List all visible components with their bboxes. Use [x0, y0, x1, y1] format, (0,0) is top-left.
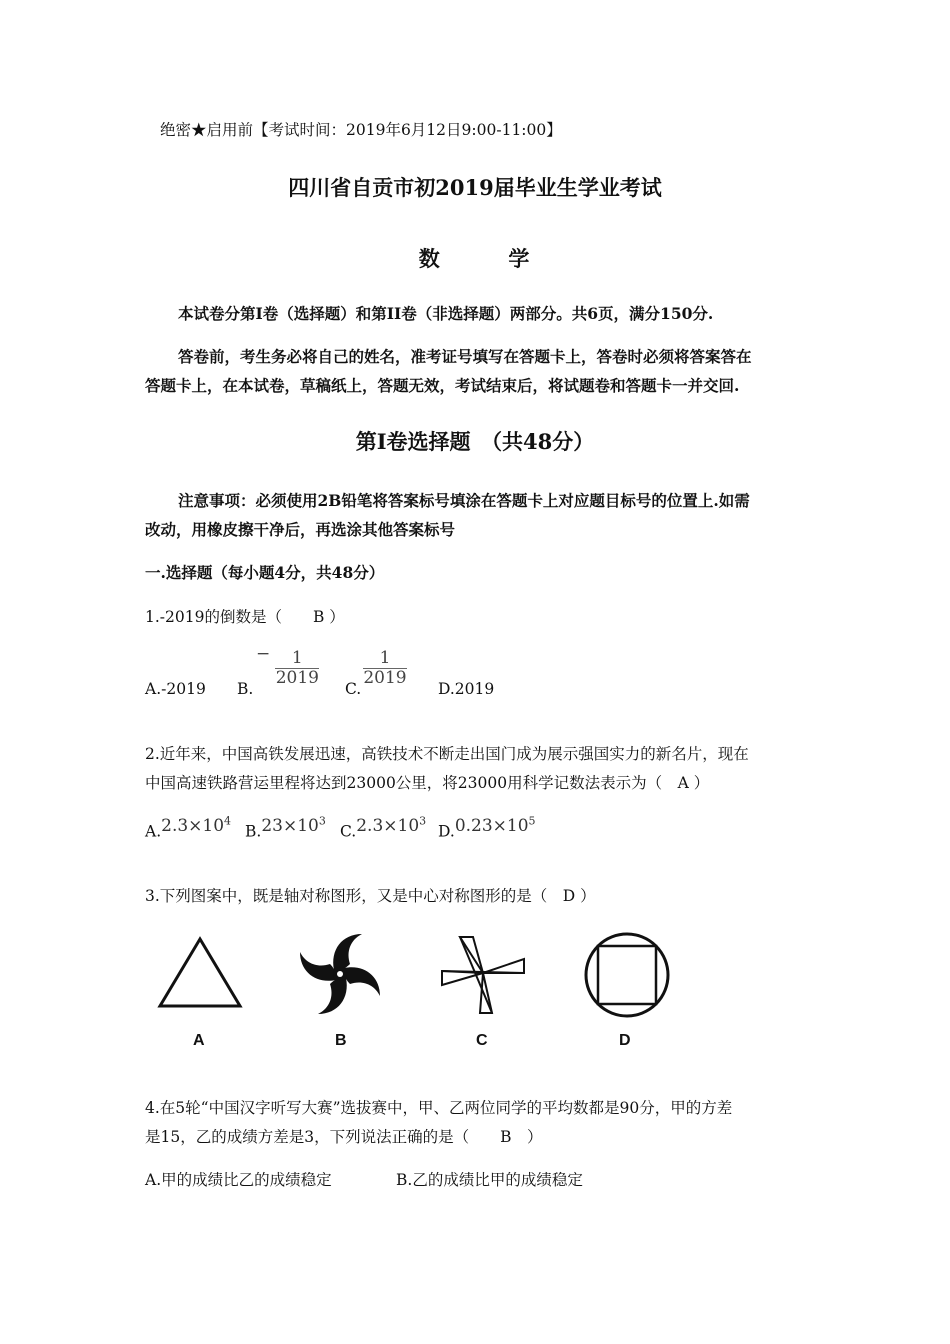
q2-option-b: [245, 814, 326, 842]
q3-figure-b-label: B: [335, 1032, 347, 1049]
confidential-header: 绝密★启用前【考试时间：2019年6月12日9:00-11:00】: [160, 121, 562, 139]
q4-stem-line2: 是15，乙的成绩方差是3，下列说法正确的是（ B ）: [145, 1128, 543, 1146]
q2-stem-line1: 2.近年来，中国高铁发展迅速，高铁技术不断走出国门成为展示强国实力的新名片，现在: [145, 745, 749, 763]
q1-option-b-denominator: 2019: [275, 667, 319, 688]
section1-title: 第I卷选择题 （共48分）: [355, 429, 595, 454]
q1-option-a: A.-2019: [145, 680, 206, 698]
q1-option-c-numerator: 1: [379, 648, 391, 668]
q2-option-a-exp: 4: [224, 814, 232, 827]
intro-paragraph-1: 本试卷分第I卷（选择题）和第II卷（非选择题）两部分。共6页，满分150分.: [178, 304, 714, 323]
intro-paragraph-2-line2: 答题卡上，在本试卷，草稿纸上，答题无效，考试结束后，将试题卷和答题卡一并交回.: [145, 376, 740, 395]
q2-option-b-exp: 3: [318, 814, 326, 827]
q3-figure-b-swirl: [296, 930, 384, 1018]
q2-option-c-label: C.: [340, 822, 357, 841]
q2-option-b-mantissa: 23×10: [261, 815, 319, 836]
q2-option-d-label: D.: [438, 822, 455, 841]
q1-stem: 1.-2019的倒数是（ B ）: [145, 608, 345, 626]
q2-option-d-mantissa: 0.23×10: [454, 815, 529, 836]
q3-figure-d-label: D: [619, 1032, 631, 1049]
subject-char-2: 学: [508, 246, 532, 271]
q2-option-c-exp: 3: [419, 814, 427, 827]
q1-option-b-label: B.: [237, 680, 254, 698]
q3-figure-c-label: C: [476, 1032, 488, 1049]
q4-option-b: B.乙的成绩比甲的成绩稳定: [396, 1171, 583, 1189]
q2-option-d: [438, 814, 536, 842]
q2-option-c: [340, 814, 427, 842]
subject-char-1: 数: [418, 246, 442, 271]
q4-option-a: A.甲的成绩比乙的成绩稳定: [145, 1171, 332, 1189]
q2-stem-line2: 中国高速铁路营运里程将达到23000公里，将23000用科学记数法表示为（ A ）: [145, 774, 710, 792]
q1-option-b-fraction: [256, 643, 319, 688]
q2-option-a: [145, 814, 232, 842]
exam-title: 四川省自贡市初2019届毕业生学业考试: [288, 175, 662, 200]
notice-line1: 注意事项：必须使用2B铅笔将答案标号填涂在答题卡上对应题目标号的位置上.如需: [178, 491, 750, 510]
q2-option-b-label: B.: [245, 822, 262, 841]
q3-stem: 3.下列图案中，既是轴对称图形，又是中心对称图形的是（ D ）: [145, 887, 596, 905]
q1-option-d: D.2019: [438, 680, 495, 698]
notice-line2: 改动，用橡皮擦干净后，再选涂其他答案标号: [145, 520, 456, 539]
q2-option-a-label: A.: [145, 822, 162, 841]
intro-paragraph-2-line1: 答卷前，考生务必将自己的姓名，准考证号填写在答题卡上，答卷时必须将答案答在: [178, 347, 752, 366]
q2-option-a-mantissa: 2.3×10: [161, 815, 225, 836]
q4-stem-line1: 4.在5轮“中国汉字听写大赛”选拔赛中，甲、乙两位同学的平均数都是90分，甲的方差: [145, 1099, 733, 1117]
q3-figure-a-triangle: [155, 935, 245, 1010]
q1-option-b-numerator: 1: [291, 648, 303, 668]
q2-option-d-exp: 5: [528, 814, 536, 827]
q3-figure-d-circle-square: [582, 930, 672, 1020]
subject-title: [0, 243, 950, 273]
q1-option-b-sign: −: [256, 643, 271, 664]
q2-option-c-mantissa: 2.3×10: [356, 815, 420, 836]
q1-option-c-fraction: [363, 649, 407, 687]
q1-option-c-label: C.: [345, 680, 362, 698]
q3-figure-a-label: A: [193, 1032, 205, 1049]
q3-figure-c-triangles: [440, 935, 526, 1015]
part-heading: 一.选择题（每小题4分，共48分）: [145, 563, 385, 582]
q1-option-c-denominator: 2019: [363, 667, 407, 688]
